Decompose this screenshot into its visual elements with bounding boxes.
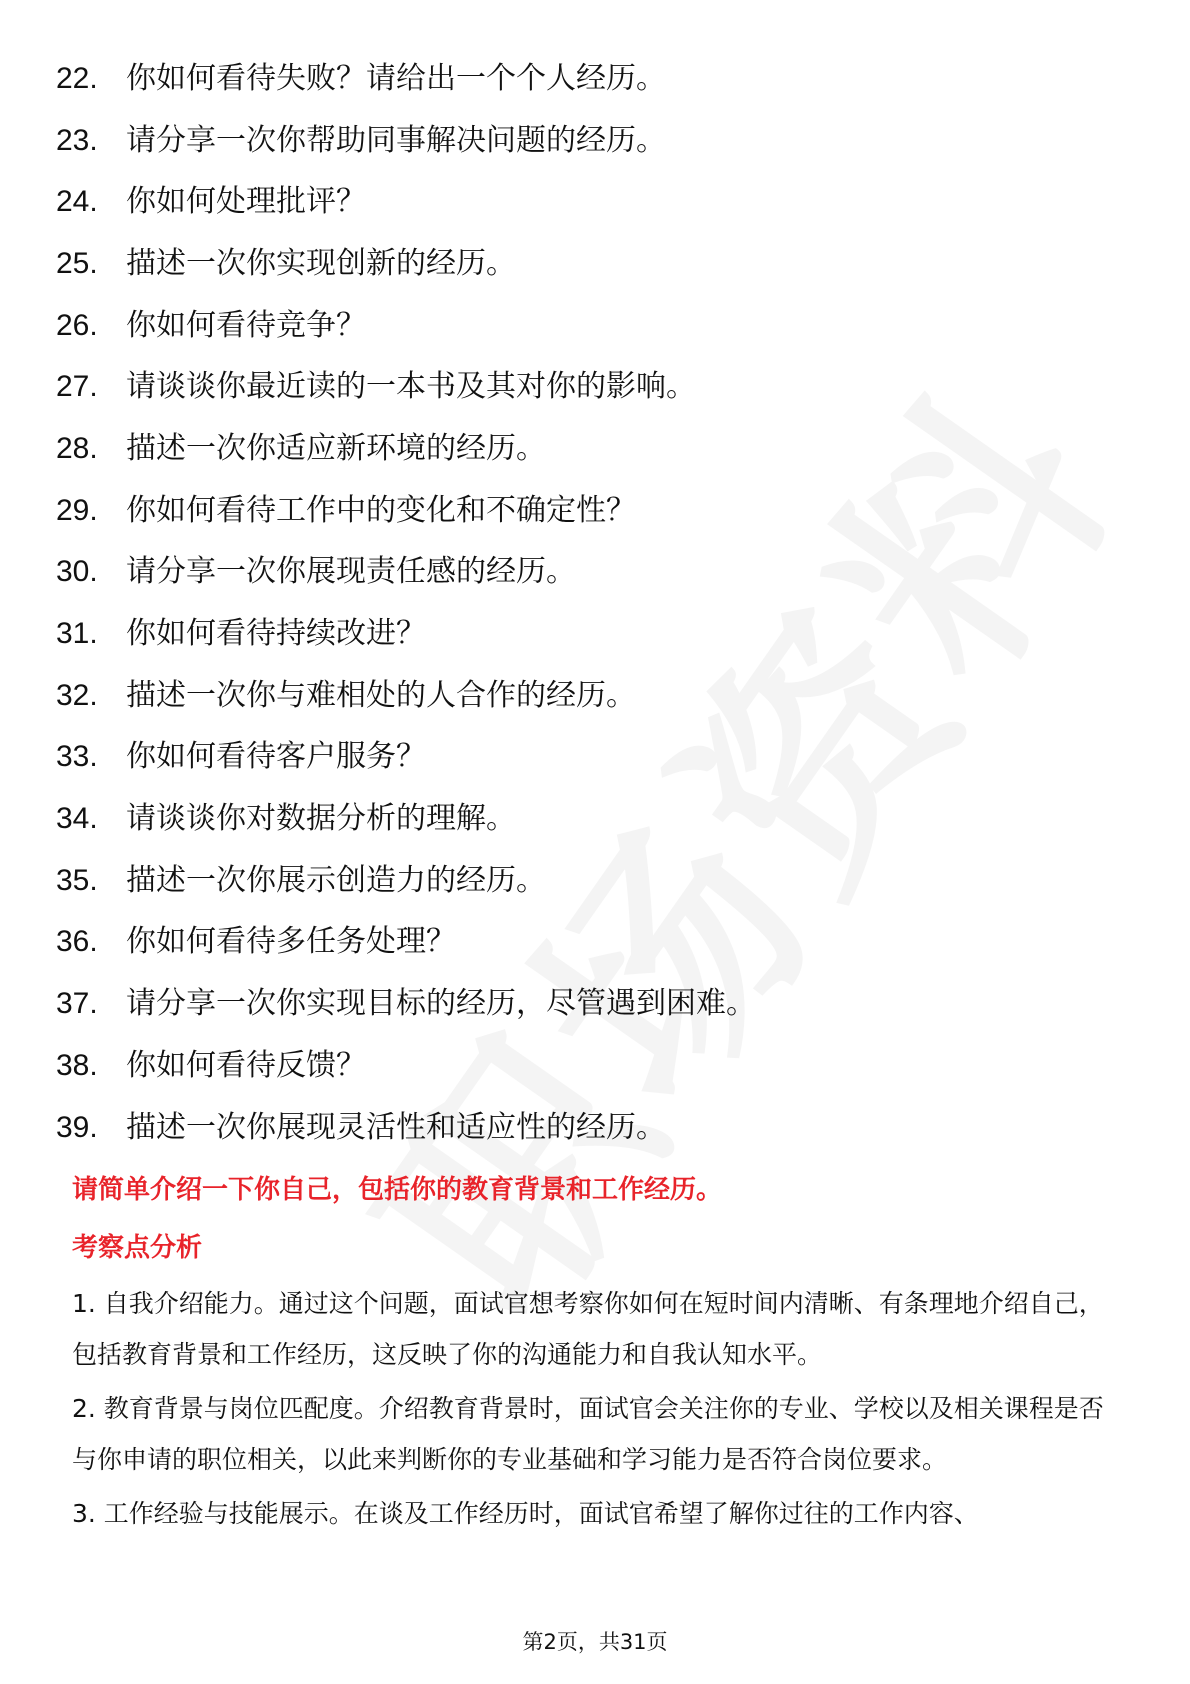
question-number: 36. bbox=[56, 925, 98, 959]
list-item bbox=[56, 850, 756, 912]
list-item bbox=[56, 973, 756, 1035]
page-footer: 第2页，共31页 bbox=[522, 1630, 668, 1654]
question-text: 描述一次你适应新环境的经历。 bbox=[126, 430, 546, 466]
analysis-paragraph: 2. 教育背景与岗位匹配度。介绍教育背景时，面试官会关注你的专业、学校以及相关课程是否与你申请的职位相关，以此来判断你的专业基础和学习能力是否符合岗位要求。 bbox=[72, 1394, 1104, 1474]
question-number: 26. bbox=[56, 308, 98, 342]
question-text: 你如何处理批评？ bbox=[126, 184, 366, 220]
list-item bbox=[56, 912, 756, 974]
question-number: 25. bbox=[56, 246, 98, 280]
question-number: 24. bbox=[56, 185, 98, 219]
list-item bbox=[56, 48, 756, 110]
analysis-paragraph: 1. 自我介绍能力。通过这个问题，面试官想考察你如何在短时间内清晰、有条理地介绍自己，包括教育背景和工作经历，这反映了你的沟通能力和自我认知水平。 bbox=[72, 1289, 1104, 1369]
question-text: 你如何看待反馈？ bbox=[126, 1047, 366, 1083]
question-number: 33. bbox=[56, 740, 98, 774]
question-list bbox=[56, 48, 756, 1158]
section-subtitle: 考察点分析 bbox=[72, 1233, 203, 1263]
analysis-section bbox=[72, 1170, 1122, 1542]
list-item bbox=[56, 727, 756, 789]
section-title: 请简单介绍一下你自己，包括你的教育背景和工作经历。 bbox=[72, 1175, 723, 1205]
question-text: 你如何看待失败？请给出一个个人经历。 bbox=[126, 60, 666, 96]
list-item bbox=[56, 480, 756, 542]
list-item bbox=[56, 233, 756, 295]
question-text: 描述一次你展现灵活性和适应性的经历。 bbox=[126, 1109, 666, 1145]
list-item bbox=[56, 1097, 756, 1159]
question-number: 38. bbox=[56, 1048, 98, 1082]
list-item bbox=[56, 110, 756, 172]
list-item bbox=[56, 295, 756, 357]
question-number: 22. bbox=[56, 61, 98, 95]
question-number: 23. bbox=[56, 123, 98, 157]
question-text: 请分享一次你帮助同事解决问题的经历。 bbox=[126, 122, 666, 158]
list-item bbox=[56, 603, 756, 665]
question-number: 28. bbox=[56, 431, 98, 465]
question-text: 请分享一次你实现目标的经历，尽管遇到困难。 bbox=[126, 986, 756, 1022]
question-text: 你如何看待多任务处理？ bbox=[126, 924, 456, 960]
analysis-paragraph: 3. 工作经验与技能展示。在谈及工作经历时，面试官希望了解你过往的工作内容、 bbox=[72, 1499, 979, 1528]
question-text: 请谈谈你最近读的一本书及其对你的影响。 bbox=[126, 369, 696, 405]
question-text: 请谈谈你对数据分析的理解。 bbox=[126, 801, 516, 837]
list-item bbox=[56, 171, 756, 233]
question-number: 29. bbox=[56, 493, 98, 527]
question-number: 37. bbox=[56, 987, 98, 1021]
question-number: 30. bbox=[56, 555, 98, 589]
list-item bbox=[56, 1035, 756, 1097]
question-number: 27. bbox=[56, 370, 98, 404]
question-number: 31. bbox=[56, 617, 98, 651]
list-item bbox=[56, 665, 756, 727]
question-text: 你如何看待持续改进？ bbox=[126, 616, 426, 652]
question-text: 描述一次你与难相处的人合作的经历。 bbox=[126, 677, 636, 713]
question-number: 32. bbox=[56, 678, 98, 712]
question-text: 请分享一次你展现责任感的经历。 bbox=[126, 554, 576, 590]
question-text: 描述一次你展示创造力的经历。 bbox=[126, 862, 546, 898]
question-number: 35. bbox=[56, 863, 98, 897]
question-text: 你如何看待客户服务？ bbox=[126, 739, 426, 775]
list-item bbox=[56, 418, 756, 480]
question-number: 39. bbox=[56, 1110, 98, 1144]
list-item bbox=[56, 356, 756, 418]
list-item bbox=[56, 542, 756, 604]
question-text: 描述一次你实现创新的经历。 bbox=[126, 245, 516, 281]
list-item bbox=[56, 788, 756, 850]
question-number: 34. bbox=[56, 802, 98, 836]
question-text: 你如何看待竞争？ bbox=[126, 307, 366, 343]
question-text: 你如何看待工作中的变化和不确定性？ bbox=[126, 492, 636, 528]
